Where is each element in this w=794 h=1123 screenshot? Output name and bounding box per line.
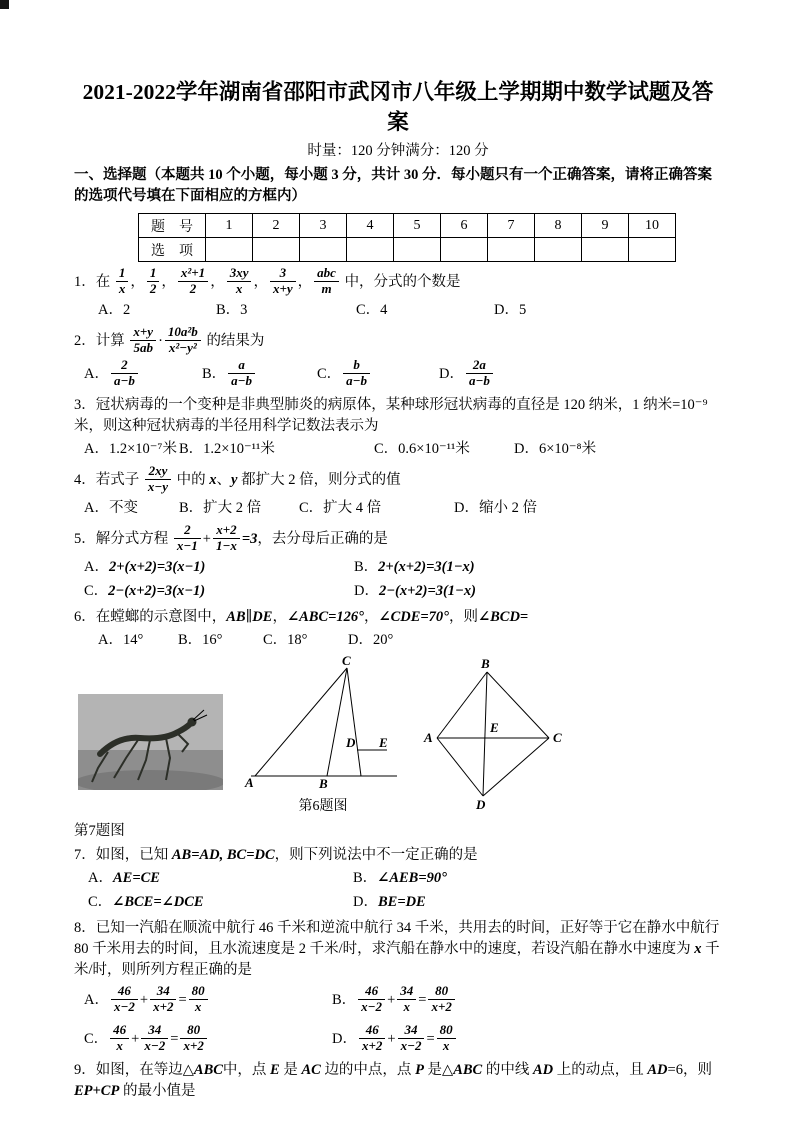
- answer-cell: [206, 238, 253, 262]
- question-4-options: [74, 498, 722, 519]
- label-b: B: [481, 655, 490, 671]
- label-a: A: [424, 729, 433, 745]
- question-7-stem: 7．如图，已知 AB=AD, BC=DC，则下列说法中不一定正确的是: [74, 846, 478, 863]
- option-c: C．∠BCE=∠DCE: [88, 893, 204, 910]
- question-number-cell: 9: [582, 214, 629, 238]
- question-number-cell: 10: [629, 214, 676, 238]
- option-c: C．0.6×10⁻¹¹米: [374, 441, 470, 458]
- label-d: D: [346, 734, 356, 750]
- corner-mark: [0, 0, 9, 9]
- label-d: D: [476, 796, 486, 812]
- option-c: C．4: [356, 302, 388, 319]
- question-7-options: [74, 868, 722, 913]
- answer-cell: [394, 238, 441, 262]
- option-d: D．6×10⁻⁸米: [514, 441, 597, 458]
- question-number-cell: 5: [394, 214, 441, 238]
- label-e: E: [379, 734, 388, 750]
- option-c: C．扩大 4 倍: [299, 499, 382, 516]
- option-b: B．16°: [178, 631, 223, 648]
- question-2-stem: 2．计算 $\frac{x+y}{5ab}$ · $\frac{\text{10a²b}}{\text{x²−y²}}$ 的结果为: [74, 324, 265, 356]
- option-d: D． $\frac{2a}{a-b}$: [439, 359, 722, 390]
- question-number-cell: 7: [488, 214, 535, 238]
- label-e: E: [490, 719, 499, 735]
- question-5-options: [74, 557, 722, 602]
- question-9-stem: 9．如图，在等边△ABC中，点 E 是 AC 边的中点，点 P 是△ABC 的中线 AD 上的动点，且 AD=6，则 EP+CP 的最小值是: [74, 1061, 712, 1099]
- kite-diagram: [423, 654, 563, 812]
- question-3-options: [74, 439, 722, 460]
- option-c: C．2−(x+2)=3(x−1): [84, 582, 206, 599]
- option-b: B．扩大 2 倍: [179, 499, 262, 516]
- question-1-stem: 1．在 $\frac{1}{x}$ ， $\frac{1}{2}$ ， $\frac{\text{x²+1}}{2}$ ， $\frac{3xy}{x}$ ， $\frac{3}{x+y}$ ， $\frac{\text{abc}}{m}$ 中，分式的个数是: [74, 265, 461, 297]
- label-c: C: [553, 729, 562, 745]
- answer-cell: [347, 238, 394, 262]
- option-b: B． $\frac{a}{a-b}$: [202, 359, 317, 390]
- answer-cell: [441, 238, 488, 262]
- option-d: D． $\frac{46}{x+2}$ + $\frac{34}{x-2}$ = $\frac{80}{x}$: [332, 1024, 722, 1055]
- answer-table-number-row: [139, 214, 676, 238]
- option-c: C．18°: [263, 631, 308, 648]
- figure-q7-caption: 第7题图: [74, 822, 125, 839]
- option-a: A．2+(x+2)=3(x−1): [84, 558, 206, 575]
- question-1-options: [74, 300, 722, 321]
- figure-q6: [243, 654, 403, 815]
- answer-cell: [300, 238, 347, 262]
- row-label-number: 题 号: [139, 214, 206, 238]
- figure-row: [74, 654, 722, 817]
- option-a: A． $\frac{2}{a-b}$: [84, 359, 202, 390]
- question-3-stem: 3．冠状病毒的一个变种是非典型肺炎的病原体，某种球形冠状病毒的直径是 120 纳米，1 纳米=10⁻⁹米，则这种冠状病毒的半径用科学记数法表示为: [74, 396, 708, 434]
- option-d: D．缩小 2 倍: [454, 499, 537, 516]
- question-5-stem: 5．解分式方程 $\frac{2}{x-1}$ + $\frac{x+2}{1-x}$ =3，去分母后正确的是: [74, 521, 388, 553]
- label-b: B: [319, 775, 328, 790]
- question-number-cell: 8: [535, 214, 582, 238]
- option-c: C． $\frac{b}{a-b}$: [317, 359, 439, 390]
- mantis-photo-graphic: [78, 694, 223, 790]
- answer-cell: [488, 238, 535, 262]
- question-number-cell: 4: [347, 214, 394, 238]
- answer-table-choice-row: [139, 238, 676, 262]
- question-8-options: [74, 982, 722, 1055]
- option-b: B．2+(x+2)=3(1−x): [354, 558, 475, 575]
- figure-q7: [423, 654, 563, 817]
- label-a: A: [245, 774, 254, 790]
- option-b: B．3: [216, 302, 248, 319]
- figure-q6-caption: 第6题图: [298, 798, 348, 814]
- exam-timing: 时量：120 分钟满分：120 分: [307, 143, 489, 160]
- question-6-stem: 6．在螳螂的示意图中，AB∥DE，∠ABC=126°，∠CDE=70°，则∠BCD=: [74, 608, 529, 625]
- option-b: B．1.2×10⁻¹¹米: [179, 441, 275, 458]
- mantis-photo: [78, 694, 223, 795]
- answer-cell: [535, 238, 582, 262]
- option-d: D．BE=DE: [353, 893, 426, 910]
- question-8-stem: 8．已知一汽船在顺流中航行 46 千米和逆流中航行 34 千米，共用去的时间，正好等于它在静水中航行 80 千米用去的时间，且水流速度是 2 千米/时，求汽船在静水中的速度，若设汽船在静水中速度为 x 千米/时，则所列方程正确的是: [74, 919, 720, 978]
- triangle-diagram: [243, 654, 403, 790]
- answer-table: [138, 213, 676, 262]
- page-title: 2021-2022学年湖南省邵阳市武冈市八年级上学期期中数学试题及答案: [82, 80, 714, 134]
- answer-cell: [253, 238, 300, 262]
- question-4-stem: 4．若式子 $\frac{2xy}{x-y}$ 中的 x、y 都扩大 2 倍，则分式的值: [74, 463, 401, 494]
- option-a: A．不变: [84, 499, 138, 516]
- option-a: A．14°: [98, 631, 144, 648]
- option-a: A．2: [98, 302, 131, 319]
- label-c: C: [342, 653, 351, 668]
- answer-cell: [629, 238, 676, 262]
- option-a: A． $\frac{46}{x-2}$ + $\frac{34}{x+2}$ = $\frac{80}{x}$: [84, 985, 332, 1016]
- option-d: D．5: [494, 302, 527, 319]
- question-number-cell: 6: [441, 214, 488, 238]
- answer-cell: [582, 238, 629, 262]
- option-a: A．AE=CE: [88, 869, 160, 886]
- question-2-options: [74, 359, 722, 390]
- section-heading: 一、选择题（本题共 10 个小题，每小题 3 分，共计 30 分．每小题只有一个正确答案，请将正确答案的选项代号填在下面相应的方框内）: [74, 167, 712, 205]
- option-a: A．1.2×10⁻⁷米: [84, 441, 177, 458]
- option-d: D．2−(x+2)=3(1−x): [354, 582, 476, 599]
- question-6-options: [74, 630, 722, 651]
- option-b: B． $\frac{46}{x-2}$ + $\frac{34}{x}$ = $\frac{80}{x+2}$: [332, 985, 722, 1016]
- option-b: B．∠AEB=90°: [353, 869, 447, 886]
- row-label-choice: 选 项: [139, 238, 206, 262]
- question-number-cell: 1: [206, 214, 253, 238]
- option-d: D．20°: [348, 631, 394, 648]
- option-c: C． $\frac{46}{x}$ + $\frac{34}{x-2}$ = $\frac{80}{x+2}$: [84, 1024, 332, 1055]
- question-number-cell: 2: [253, 214, 300, 238]
- question-number-cell: 3: [300, 214, 347, 238]
